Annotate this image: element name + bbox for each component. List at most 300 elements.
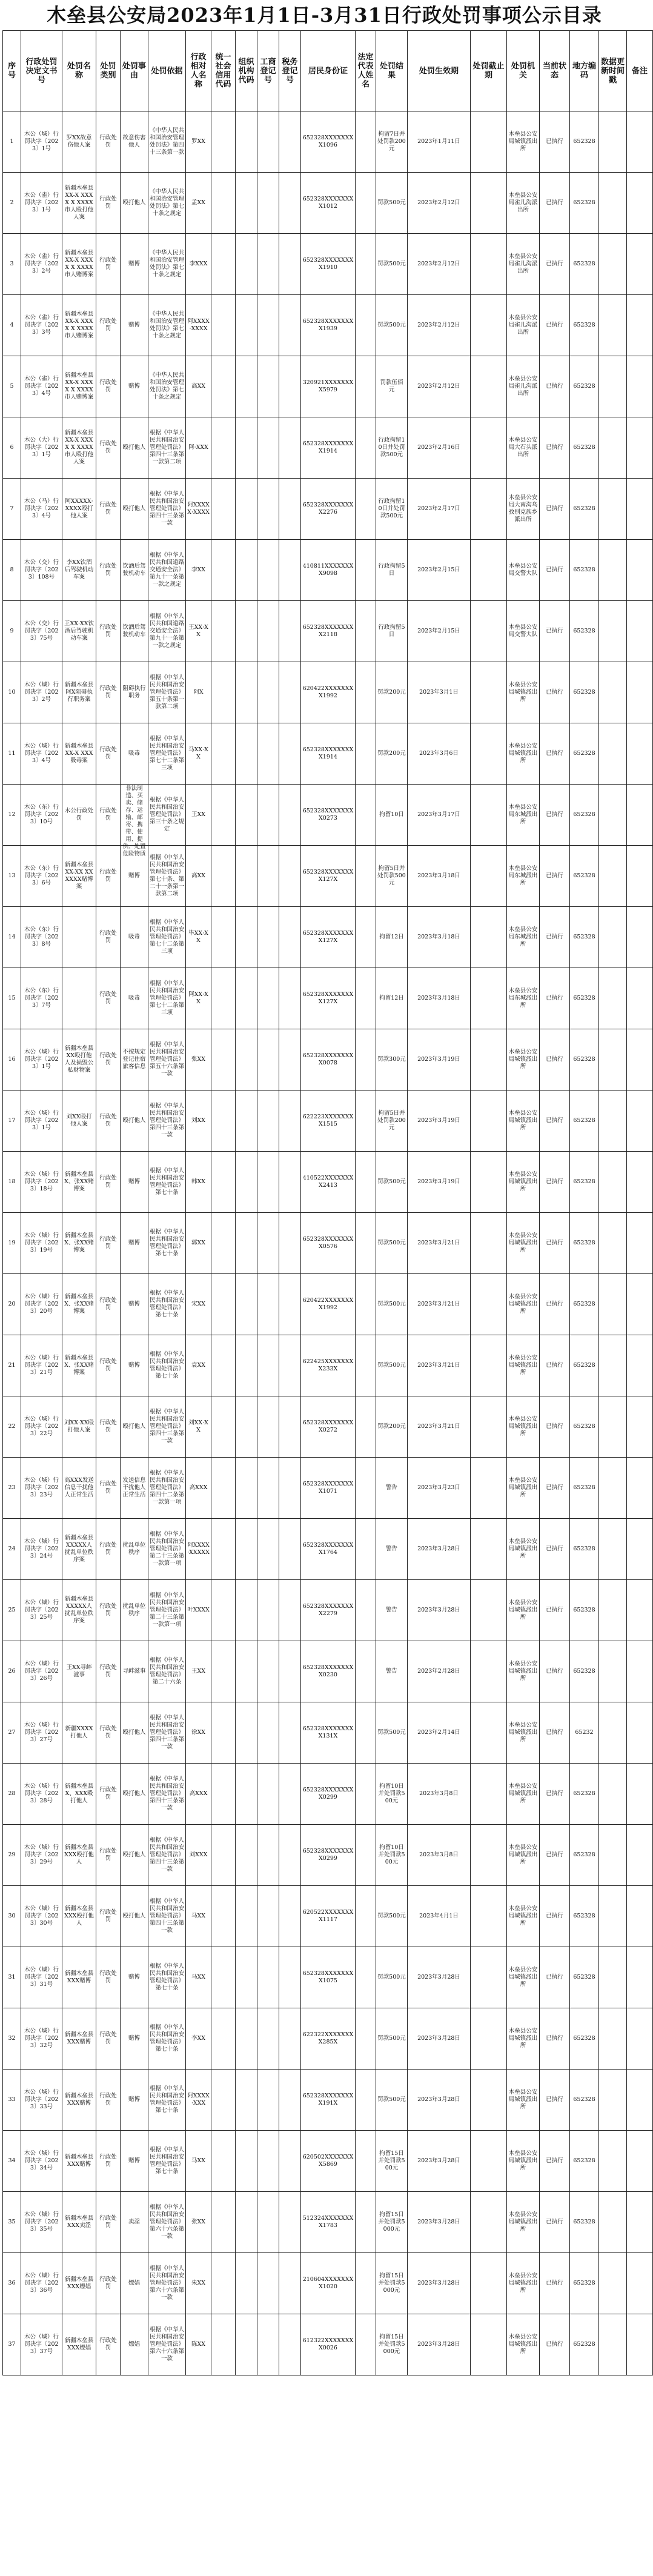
cell-authority [507, 846, 540, 907]
cell-text: 652328 [573, 1362, 595, 1369]
cell-text: 殴打他人 [122, 444, 146, 451]
cell-authority [507, 2070, 540, 2131]
cell-result [376, 1335, 408, 1396]
cell-text: 652328XXXXXXXX131X [302, 1725, 354, 1739]
cell-text: 新疆木垒县X、张XX赌博案 [64, 1171, 94, 1192]
table-row [3, 1213, 653, 1274]
cell-text: 根据《中华人民共和国治安管理处罚法》第四十三条第一款 [150, 1715, 185, 1750]
cell-text: 罚款500元 [377, 199, 406, 206]
cell-update-time [599, 173, 627, 234]
table-row [3, 479, 653, 540]
cell-doc-number [21, 601, 62, 662]
cell-org-code [236, 479, 257, 540]
table-row [3, 968, 653, 1029]
cell-business-reg [257, 907, 279, 968]
cell-status [540, 785, 570, 846]
cell-region-code [570, 2131, 599, 2192]
cell-effective-date [408, 1519, 471, 1580]
cell-legal-rep [356, 601, 376, 662]
cell-remark [627, 907, 653, 968]
cell-effective-date [408, 846, 471, 907]
cell-credit-code [211, 1886, 236, 1947]
cell-id-number [301, 1519, 356, 1580]
cell-seq [3, 479, 21, 540]
cell-id-number [301, 2192, 356, 2253]
cell-org-code [236, 2253, 257, 2314]
cell-org-code [236, 723, 257, 785]
header-category: 处罚类别 [96, 31, 121, 111]
cell-seq [3, 1090, 21, 1152]
cell-business-reg [257, 2131, 279, 2192]
cell-party-name [186, 1335, 211, 1396]
cell-text: 木公（东）行罚决字〔2023〕6号 [24, 865, 59, 886]
cell-business-reg [257, 540, 279, 601]
cell-text: 罚款200元 [377, 750, 406, 757]
cell-tax-reg [279, 111, 301, 173]
cell-result [376, 295, 408, 356]
cell-end-date [471, 1580, 507, 1641]
cell-text: 27 [8, 1729, 16, 1736]
cell-text: 罚款500元 [377, 322, 406, 328]
cell-text: 2023年3月19日 [417, 1178, 460, 1185]
cell-region-code [570, 785, 599, 846]
cell-doc-number [21, 1274, 62, 1335]
cell-text: 652328XXXXXXXX127X [302, 930, 354, 944]
cell-effective-date [408, 479, 471, 540]
cell-text: 阿X [193, 689, 204, 695]
cell-credit-code [211, 295, 236, 356]
cell-text: 刘XX殴打他人案 [66, 1114, 92, 1127]
cell-status [540, 2314, 570, 2375]
cell-text: 木垒县公安局城镇派出所 [508, 1661, 538, 1682]
cell-effective-date [408, 295, 471, 356]
cell-text: 新疆木垒县XXXXX人扰乱单位秩序案 [64, 1535, 94, 1563]
cell-credit-code [211, 111, 236, 173]
cell-text: 警告 [385, 1545, 397, 1552]
cell-category [96, 173, 121, 234]
cell-business-reg [257, 1213, 279, 1274]
cell-remark [627, 2314, 653, 2375]
cell-region-code [570, 2192, 599, 2253]
cell-credit-code [211, 2253, 236, 2314]
cell-text: 2023年3月17日 [417, 811, 460, 818]
cell-text: 已执行 [546, 444, 563, 451]
cell-text: 刘XX·XX [188, 1419, 208, 1433]
cell-remark [627, 723, 653, 785]
cell-region-code [570, 1886, 599, 1947]
cell-text: 652328XXXXXXXX0272 [302, 1419, 354, 1433]
cell-text: 警告 [385, 1668, 397, 1675]
cell-text: 2023年2月28日 [417, 1668, 460, 1675]
cell-result [376, 785, 408, 846]
cell-org-code [236, 1825, 257, 1886]
cell-update-time [599, 1580, 627, 1641]
cell-region-code [570, 1580, 599, 1641]
cell-text: 殴打他人 [122, 1117, 146, 1124]
cell-remark [627, 601, 653, 662]
cell-business-reg [257, 234, 279, 295]
table-row [3, 1580, 653, 1641]
cell-text: 已执行 [546, 2157, 563, 2164]
cell-text: 马XX·XX [188, 746, 208, 760]
cell-effective-date [408, 1274, 471, 1335]
cell-reason [121, 907, 148, 968]
cell-category [96, 2192, 121, 2253]
cell-text: 已执行 [546, 566, 563, 573]
cell-text: 2023年2月16日 [417, 444, 460, 451]
cell-text: 行政处罚 [99, 685, 117, 699]
cell-reason [121, 2314, 148, 2375]
cell-text: 赌博 [128, 261, 140, 267]
cell-text: 新疆木垒县XXX赌博 [64, 1970, 94, 1984]
cell-legal-rep [356, 417, 376, 479]
table-row [3, 1947, 653, 2008]
cell-text: 木公（城）行罚决字〔2023〕2号 [24, 682, 59, 703]
cell-category [96, 1213, 121, 1274]
cell-text: 已执行 [546, 1178, 563, 1185]
cell-region-code [570, 234, 599, 295]
cell-category [96, 1335, 121, 1396]
cell-text: 652328XXXXXXXX0299 [302, 1787, 354, 1801]
cell-reason [121, 173, 148, 234]
header-legal-rep: 法定代表人姓名 [356, 31, 376, 111]
cell-authority [507, 1335, 540, 1396]
cell-credit-code [211, 479, 236, 540]
cell-remark [627, 1029, 653, 1090]
table-row [3, 1641, 653, 1702]
cell-end-date [471, 2070, 507, 2131]
cell-authority [507, 662, 540, 723]
cell-text: 新疆木垒县XXX嫖娼 [64, 2337, 94, 2351]
cell-effective-date [408, 356, 471, 417]
cell-id-number [301, 1702, 356, 1764]
cell-basis [148, 1274, 186, 1335]
cell-text: 新疆木垒县X、张XX赌博案 [64, 1293, 94, 1315]
table-row [3, 173, 653, 234]
cell-text: 已执行 [546, 2341, 563, 2348]
cell-legal-rep [356, 907, 376, 968]
cell-text: 2023年3月21日 [417, 1240, 460, 1246]
cell-text: 阿XXXX·XXXX [187, 318, 210, 332]
cell-text: 行政处罚 [99, 2215, 117, 2229]
cell-seq [3, 662, 21, 723]
cell-id-number [301, 1396, 356, 1458]
cell-seq [3, 356, 21, 417]
cell-effective-date [408, 540, 471, 601]
cell-seq [3, 1519, 21, 1580]
cell-org-code [236, 111, 257, 173]
cell-result [376, 234, 408, 295]
cell-text: 652328 [573, 2035, 595, 2042]
cell-party-name [186, 1458, 211, 1519]
table-row [3, 601, 653, 662]
cell-effective-date [408, 2008, 471, 2070]
cell-authority [507, 907, 540, 968]
cell-legal-rep [356, 2070, 376, 2131]
cell-text: 木垒县公安局城镇派出所 [508, 131, 538, 152]
cell-text: 木公（城）行罚决字〔2023〕23号 [24, 1477, 59, 1498]
cell-result [376, 1886, 408, 1947]
cell-legal-rep [356, 968, 376, 1029]
header-status: 当前状态 [540, 31, 570, 111]
cell-text: 高XXX发送信息干扰他人正常生活 [64, 1477, 94, 1498]
cell-credit-code [211, 1213, 236, 1274]
cell-tax-reg [279, 1213, 301, 1274]
cell-party-name [186, 417, 211, 479]
cell-tax-reg [279, 1886, 301, 1947]
cell-doc-number [21, 479, 62, 540]
cell-text: 新疆木垒县XX-X XXXX X XXXX市人殴打他人案 [64, 430, 94, 465]
cell-authority [507, 2131, 540, 2192]
cell-update-time [599, 2008, 627, 2070]
cell-result [376, 723, 408, 785]
cell-case-name [62, 1029, 96, 1090]
cell-text: 根据《中华人民共和国治安管理处罚法》第二十三条第一款第一项 [150, 1592, 185, 1628]
cell-effective-date [408, 968, 471, 1029]
cell-doc-number [21, 2192, 62, 2253]
cell-business-reg [257, 479, 279, 540]
cell-seq [3, 1886, 21, 1947]
cell-doc-number [21, 785, 62, 846]
cell-text: 652328 [573, 934, 595, 940]
cell-reason [121, 2070, 148, 2131]
cell-business-reg [257, 173, 279, 234]
cell-text: 根据《中华人民共和国治安管理处罚法》第七十条 [150, 1167, 185, 1196]
cell-doc-number [21, 1335, 62, 1396]
cell-status [540, 1213, 570, 1274]
cell-reason [121, 1335, 148, 1396]
cell-status [540, 1947, 570, 2008]
cell-case-name [62, 2131, 96, 2192]
header-basis: 处罚依据 [148, 31, 186, 111]
cell-update-time [599, 2314, 627, 2375]
cell-remark [627, 1702, 653, 1764]
cell-credit-code [211, 1519, 236, 1580]
cell-id-number [301, 2253, 356, 2314]
cell-result [376, 1396, 408, 1458]
cell-status [540, 1886, 570, 1947]
cell-reason [121, 723, 148, 785]
cell-tax-reg [279, 723, 301, 785]
cell-text: 已执行 [546, 2096, 563, 2103]
cell-reason [121, 356, 148, 417]
cell-text: 已执行 [546, 2035, 563, 2042]
cell-doc-number [21, 173, 62, 234]
cell-text: 根据《中华人民共和国治安管理处罚法》第四十三条第一款 [150, 1103, 185, 1138]
cell-text: 34 [8, 2157, 16, 2164]
cell-text: 木公（城）行罚决字〔2023〕37号 [24, 2334, 59, 2355]
cell-text: 622322XXXXXXXX285X [302, 2031, 354, 2045]
cell-effective-date [408, 1396, 471, 1458]
cell-legal-rep [356, 1825, 376, 1886]
cell-text: 根据《中华人民共和国治安管理处罚法》第六十六条第一款 [150, 2204, 185, 2240]
cell-effective-date [408, 2192, 471, 2253]
cell-text: 阿XXXXX·XXXX殴打他人案 [65, 498, 93, 519]
cell-effective-date [408, 1641, 471, 1702]
cell-region-code [570, 295, 599, 356]
cell-text: 罚款500元 [377, 1301, 406, 1307]
cell-text: 2023年3月28日 [417, 2035, 460, 2042]
cell-result [376, 968, 408, 1029]
cell-update-time [599, 1458, 627, 1519]
cell-category [96, 2131, 121, 2192]
cell-text: 根据《中华人民共和国治安管理处罚法》第七十条 [150, 1963, 185, 1991]
cell-case-name [62, 1947, 96, 2008]
cell-seq [3, 111, 21, 173]
cell-region-code [570, 662, 599, 723]
cell-text: 652328XXXXXXXX127X [302, 991, 354, 1005]
cell-remark [627, 2253, 653, 2314]
cell-text: 罚款200元 [377, 1423, 406, 1430]
cell-authority [507, 1764, 540, 1825]
cell-legal-rep [356, 2131, 376, 2192]
cell-seq [3, 234, 21, 295]
cell-doc-number [21, 968, 62, 1029]
cell-doc-number [21, 1886, 62, 1947]
cell-status [540, 1090, 570, 1152]
cell-legal-rep [356, 295, 376, 356]
cell-text: 2023年3月1日 [419, 689, 459, 695]
cell-remark [627, 1825, 653, 1886]
cell-remark [627, 1764, 653, 1825]
cell-credit-code [211, 785, 236, 846]
cell-region-code [570, 2314, 599, 2375]
cell-id-number [301, 2131, 356, 2192]
cell-text: 已执行 [546, 1974, 563, 1980]
cell-id-number [301, 846, 356, 907]
cell-credit-code [211, 907, 236, 968]
cell-org-code [236, 1702, 257, 1764]
cell-text: 木垒县公安局雀儿沟派出所 [508, 253, 538, 274]
cell-org-code [236, 662, 257, 723]
cell-text: 320921XXXXXXXX5979 [302, 379, 354, 393]
cell-text: 高XX [191, 383, 206, 390]
cell-text: 2023年2月17日 [417, 505, 460, 512]
cell-region-code [570, 1090, 599, 1152]
cell-text: 赌博 [128, 383, 140, 390]
cell-status [540, 1029, 570, 1090]
cell-text: 30 [8, 1913, 16, 1919]
cell-id-number [301, 479, 356, 540]
cell-effective-date [408, 1702, 471, 1764]
cell-authority [507, 601, 540, 662]
cell-text: 木公（城）行罚决字〔2023〕1号 [24, 1049, 59, 1070]
cell-text: 木垒县公安局东城派出所 [508, 988, 538, 1009]
cell-case-name [62, 356, 96, 417]
cell-text: 马XX [191, 1913, 206, 1919]
cell-basis [148, 907, 186, 968]
cell-remark [627, 846, 653, 907]
table-row [3, 1152, 653, 1213]
cell-text: 木公（城）行罚决字〔2023〕25号 [24, 1599, 59, 1621]
cell-case-name [62, 662, 96, 723]
cell-text: 行政处罚 [99, 1175, 117, 1189]
cell-business-reg [257, 601, 279, 662]
cell-reason [121, 295, 148, 356]
cell-tax-reg [279, 2253, 301, 2314]
cell-end-date [471, 1274, 507, 1335]
cell-reason [121, 1213, 148, 1274]
cell-legal-rep [356, 723, 376, 785]
cell-text: 根据《中华人民共和国治安管理处罚法》第七十条、第二十一条第一款第二项 [150, 854, 185, 897]
cell-status [540, 111, 570, 173]
cell-remark [627, 295, 653, 356]
cell-result [376, 1519, 408, 1580]
cell-basis [148, 356, 186, 417]
cell-text: 饮酒后驾驶机动车 [122, 624, 146, 638]
cell-text: 652328 [573, 261, 595, 267]
cell-category [96, 1825, 121, 1886]
cell-tax-reg [279, 601, 301, 662]
cell-text: 行政拘留10日并处罚款500元 [378, 498, 405, 519]
cell-text: 2023年3月18日 [417, 872, 460, 879]
cell-case-name [62, 2253, 96, 2314]
cell-seq [3, 1213, 21, 1274]
cell-text: 木公（城）行罚决字〔2023〕28号 [24, 1783, 59, 1804]
cell-result [376, 846, 408, 907]
cell-business-reg [257, 2008, 279, 2070]
cell-text: 警告 [385, 1607, 397, 1613]
cell-authority [507, 417, 540, 479]
cell-status [540, 479, 570, 540]
cell-remark [627, 2008, 653, 2070]
cell-tax-reg [279, 173, 301, 234]
cell-text: 木公（城）行罚决字〔2023〕29号 [24, 1844, 59, 1865]
cell-text: 郭XX [191, 1240, 206, 1246]
cell-effective-date [408, 111, 471, 173]
cell-tax-reg [279, 1825, 301, 1886]
cell-text: 马XX [191, 1974, 206, 1980]
cell-effective-date [408, 723, 471, 785]
cell-text: 殴打他人 [122, 1913, 146, 1919]
cell-category [96, 601, 121, 662]
cell-seq [3, 1458, 21, 1519]
cell-text: 行政处罚 [99, 624, 117, 638]
cell-basis [148, 2314, 186, 2375]
cell-text: 行政处罚 [99, 440, 117, 454]
cell-authority [507, 1519, 540, 1580]
cell-authority [507, 2253, 540, 2314]
cell-end-date [471, 601, 507, 662]
cell-text: 已执行 [546, 872, 563, 879]
header-result: 处罚结果 [376, 31, 408, 111]
cell-reason [121, 417, 148, 479]
cell-text: 木垒县公安局城镇派出所 [508, 2272, 538, 2294]
cell-update-time [599, 1764, 627, 1825]
cell-authority [507, 111, 540, 173]
cell-tax-reg [279, 234, 301, 295]
cell-update-time [599, 1029, 627, 1090]
cell-legal-rep [356, 540, 376, 601]
cell-end-date [471, 2192, 507, 2253]
cell-case-name [62, 601, 96, 662]
cell-text: 行政处罚 [99, 991, 117, 1005]
cell-case-name [62, 479, 96, 540]
cell-text: 拘留15日并处罚款5000元 [378, 2272, 405, 2294]
cell-org-code [236, 2314, 257, 2375]
cell-text: 652328 [573, 322, 595, 328]
cell-seq [3, 1029, 21, 1090]
cell-seq [3, 2070, 21, 2131]
cell-text: 根据《中华人民共和国治安管理处罚法》第二十六条 [150, 1657, 185, 1685]
cell-tax-reg [279, 1580, 301, 1641]
cell-text: 652328XXXXXXXX2279 [302, 1603, 354, 1617]
cell-region-code [570, 1825, 599, 1886]
cell-case-name [62, 1152, 96, 1213]
cell-remark [627, 1274, 653, 1335]
cell-text: 木垒县公安局城镇派出所 [508, 2028, 538, 2049]
cell-text: 根据《中华人民共和国治安管理处罚法》第四十二条第一款第一项 [150, 1470, 185, 1505]
